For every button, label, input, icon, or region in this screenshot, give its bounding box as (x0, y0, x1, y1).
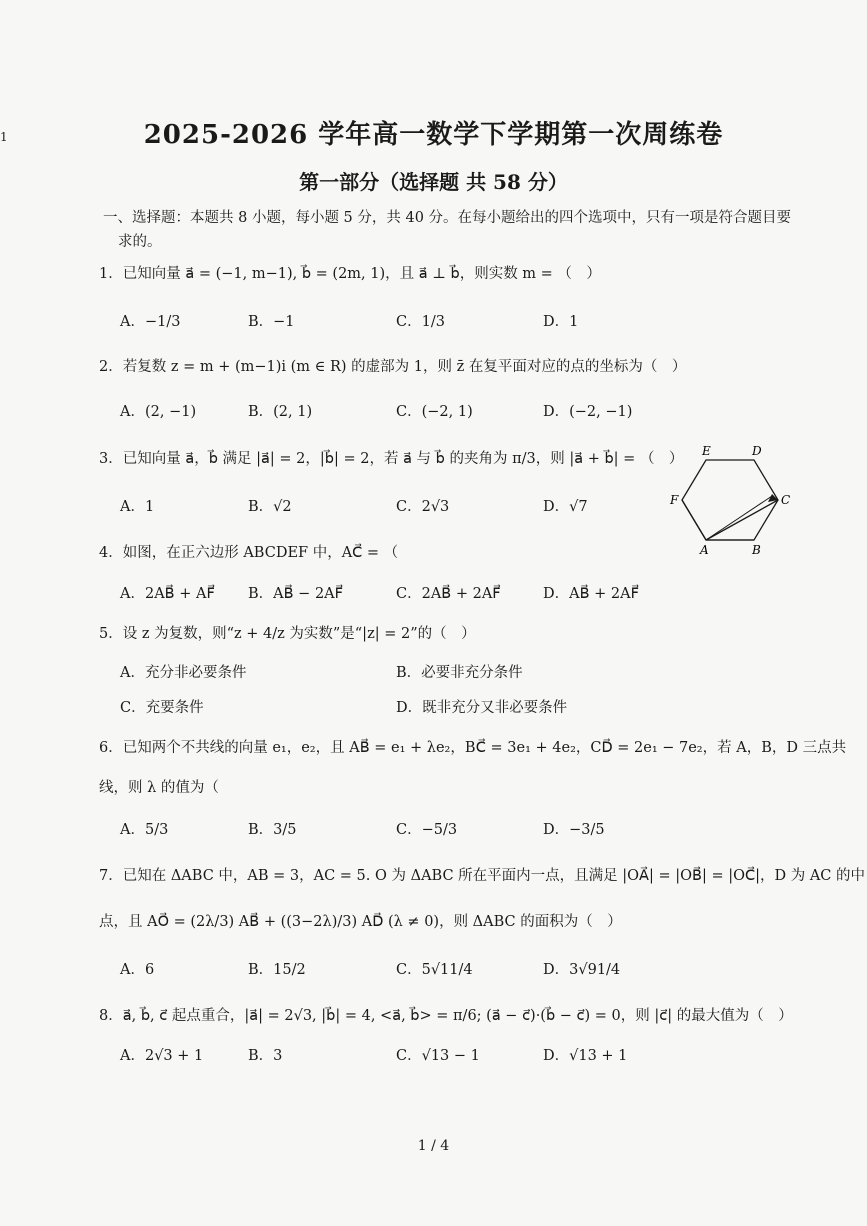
question-3-option-a: A．1 (120, 499, 155, 515)
question-4-option-a: A．2AB⃗ + AF⃗ (120, 586, 215, 602)
question-7-stem: 7．已知在 ΔABC 中，AB = 3，AC = 5. O 为 ΔABC 所在平面内一点，且满足 |OA⃗| = |OB⃗| = |OC⃗|，D 为 AC 的中 (99, 868, 866, 884)
vertex-label-d: D (752, 444, 762, 458)
question-8-stem: 8．a⃗, b⃗, c⃗ 起点重合，|a⃗| = 2√3, |b⃗| = 4, <a⃗, b⃗> = π/6; (a⃗ − c⃗)·(b⃗ − c⃗) = 0，则 |c⃗| 的最大值为（ ） (99, 1008, 793, 1024)
question-2-option-a: A．(2, −1) (120, 404, 197, 420)
question-7-option-b: B．15/2 (248, 962, 306, 978)
question-2-stem: 2．若复数 z = m + (m−1)i (m ∈ R) 的虚部为 1，则 z̄ 在复平面对应的点的坐标为（ ） (99, 359, 687, 375)
vector-ac-helper (706, 496, 772, 540)
question-3-option-d: D．√7 (543, 499, 588, 515)
question-7-option-d: D．3√91/4 (543, 962, 621, 978)
question-1-option-b: B．−1 (248, 314, 295, 330)
question-1-option-d: D．1 (543, 314, 579, 330)
question-3-option-b: B．√2 (248, 499, 292, 515)
question-7-option-a: A．6 (120, 962, 155, 978)
question-7-stem-cont: 点，且 AO⃗ = (2λ/3) AB⃗ + ((3−2λ)/3) AD⃗ (λ ≠ 0)，则 ΔABC 的面积为（ ） (99, 914, 622, 930)
question-2-option-c: C．(−2, 1) (396, 404, 473, 420)
question-1-option-c: C．1/3 (396, 314, 445, 330)
question-6-stem-cont: 线，则 λ 的值为（ (99, 780, 219, 796)
question-5-option-a: A．充分非必要条件 (120, 665, 247, 681)
question-8-option-b: B．3 (248, 1048, 283, 1064)
question-6-stem: 6．已知两个不共线的向量 e₁，e₂，且 AB⃗ = e₁ + λe₂，BC⃗ = 3e₁ + 4e₂，CD⃗ = 2e₁ − 7e₂，若 A，B，D 三点共 (99, 740, 847, 756)
vertex-label-a: A (700, 543, 709, 557)
question-6-option-a: A．5/3 (120, 822, 169, 838)
question-6-option-c: C．−5/3 (396, 822, 458, 838)
question-3-stem: 3．已知向量 a⃗，b⃗ 满足 |a⃗| = 2，|b⃗| = 2，若 a⃗ 与 b⃗ 的夹角为 π/3，则 |a⃗ + b⃗| = （ ） (99, 451, 684, 467)
vector-af (682, 500, 706, 540)
question-8-option-a: A．2√3 + 1 (120, 1048, 204, 1064)
vertex-label-b: B (752, 543, 761, 557)
question-7-option-c: C．5√11/4 (396, 962, 473, 978)
question-4-option-c: C．2AB⃗ + 2AF⃗ (396, 586, 501, 602)
question-1-option-a: A．−1/3 (120, 314, 181, 330)
question-8-option-c: C．√13 − 1 (396, 1048, 480, 1064)
question-6-option-b: B．3/5 (248, 822, 297, 838)
question-4-option-b: B．AB⃗ − 2AF⃗ (248, 586, 343, 602)
question-2-option-b: B．(2, 1) (248, 404, 313, 420)
question-5-option-c: C．充要条件 (120, 700, 204, 716)
question-2-option-d: D．(−2, −1) (543, 404, 633, 420)
question-3-option-c: C．2√3 (396, 499, 450, 515)
section-subtitle: 第一部分（选择题 共 58 分） (299, 170, 568, 194)
question-5-option-b: B．必要非充分条件 (396, 665, 523, 681)
vertex-label-f: F (670, 493, 679, 507)
vector-ac (706, 500, 778, 540)
question-4-option-d: D．AB⃗ + 2AF⃗ (543, 586, 639, 602)
page-title: 2025-2026 学年高一数学下学期第一次周练卷 (143, 120, 724, 150)
question-4-stem: 4．如图，在正六边形 ABCDEF 中，AC⃗ = （ (99, 545, 399, 561)
question-5-option-d: D．既非充分又非必要条件 (396, 700, 568, 716)
vertex-label-c: C (781, 493, 791, 507)
vertex-label-e: E (702, 444, 711, 458)
question-6-option-d: D．−3/5 (543, 822, 605, 838)
section-instructions: 一、选择题：本题共 8 小题，每小题 5 分，共 40 分。在每小题给出的四个选项中，只有一项是符合题目要 (103, 210, 792, 226)
page-number: 1 / 4 (417, 1138, 450, 1154)
question-8-option-d: D．√13 + 1 (543, 1048, 628, 1064)
question-1-stem: 1．已知向量 a⃗ = (−1, m−1), b⃗ = (2m, 1)，且 a⃗ ⊥ b⃗，则实数 m = （ ） (99, 266, 601, 282)
hexagon-outline (682, 460, 778, 540)
hexagon-figure (668, 440, 798, 560)
question-5-stem: 5．设 z 为复数，则“z + 4/z 为实数”是“|z| = 2”的（ ） (99, 626, 476, 642)
edge-mark: 1 (0, 130, 8, 144)
section-instructions-cont: 求的。 (118, 234, 162, 250)
